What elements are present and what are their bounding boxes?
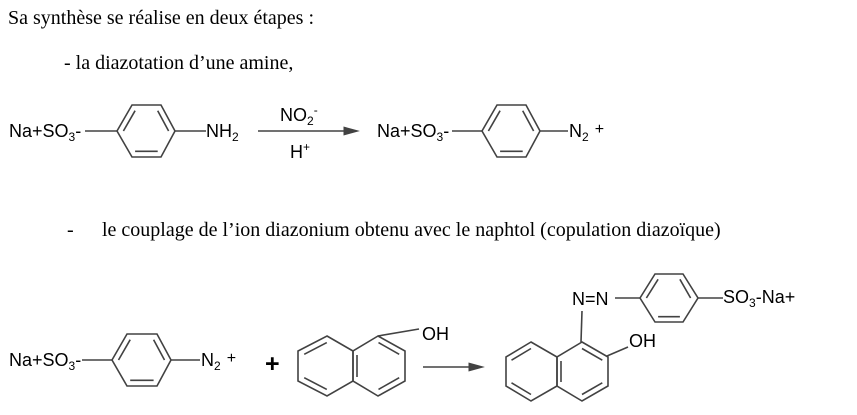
r2-product-sulfonate-label bbox=[723, 284, 795, 316]
formula-subscript: 2 bbox=[232, 130, 239, 144]
formula-subscript: 3 bbox=[68, 359, 76, 373]
r1-diazonium-ring bbox=[452, 105, 568, 157]
r2-naphthol-oh-label: OH bbox=[422, 324, 449, 344]
r2-naphthol-rings bbox=[298, 329, 419, 396]
formula-text: - bbox=[75, 121, 82, 141]
formula-text: NH bbox=[206, 121, 232, 141]
formula-text: SO bbox=[723, 287, 750, 307]
formula-superscript: - bbox=[313, 103, 318, 117]
r1-amine-label bbox=[206, 118, 239, 150]
r2-product-benzene bbox=[615, 274, 723, 322]
double-bond-line bbox=[582, 383, 602, 395]
double-bond-line bbox=[158, 111, 169, 131]
bullet2-text: le couplage de l’ion diazonium obtenu avec le naphtol (copulation diazoïque) bbox=[102, 219, 721, 241]
naphthalene-right-ring bbox=[353, 336, 405, 396]
hydroxyl-bond bbox=[378, 329, 419, 336]
formula-text: N bbox=[569, 121, 582, 141]
r1-product-sulfonate-label bbox=[377, 118, 449, 150]
double-bond-line bbox=[523, 111, 534, 131]
r1-sulfonate-label bbox=[9, 118, 81, 150]
double-bond-line bbox=[304, 343, 327, 355]
double-bond-line bbox=[512, 349, 532, 361]
formula-subscript: 2 bbox=[582, 130, 589, 144]
r2-azo-label: N=N bbox=[572, 289, 609, 309]
double-bond-line bbox=[646, 279, 658, 298]
naphthalene-left-ring bbox=[298, 336, 353, 396]
benzene-ring-outline bbox=[117, 105, 175, 157]
formula-text: -Na+ bbox=[755, 287, 796, 307]
formula-subscript: 2 bbox=[214, 359, 221, 373]
charge-sign: + bbox=[226, 350, 237, 367]
benzene-ring-outline bbox=[640, 274, 698, 322]
hydroxyl-bond bbox=[607, 347, 628, 356]
formula-text: Na+SO bbox=[9, 350, 69, 370]
formula-text: - bbox=[443, 121, 450, 141]
plus-sign: + bbox=[265, 350, 280, 378]
double-bond-line bbox=[512, 383, 532, 395]
r2-diazonium-ring bbox=[82, 334, 200, 386]
formula-text: H bbox=[290, 142, 303, 162]
r2-sulfonate-label bbox=[9, 347, 81, 379]
formula-text: Na+SO bbox=[9, 121, 69, 141]
double-bond-line bbox=[582, 349, 602, 361]
formula-subscript: 3 bbox=[68, 130, 76, 144]
formula-text: NO bbox=[280, 105, 307, 125]
bullet1-text: - la diazotation d’une amine, bbox=[64, 52, 294, 74]
arrow-head bbox=[344, 127, 358, 135]
formula-text: N bbox=[201, 350, 214, 370]
benzene-ring-outline bbox=[112, 334, 171, 386]
formula-subscript: 2 bbox=[307, 114, 314, 128]
naphthalene-left-ring bbox=[506, 342, 557, 401]
r1-arrow-bottom-label bbox=[290, 134, 310, 165]
formula-text: Na+SO bbox=[377, 121, 437, 141]
r2-product-naphthalene bbox=[506, 311, 628, 401]
double-bond-line bbox=[304, 378, 327, 390]
intro-text: Sa synthèse se réalise en deux étapes : bbox=[8, 7, 315, 29]
azo-vertical-bond bbox=[581, 311, 582, 342]
bullet2-dash: - bbox=[67, 219, 74, 241]
formula-subscript: 3 bbox=[436, 130, 444, 144]
double-bond-line bbox=[154, 340, 165, 360]
formula-superscript: + bbox=[303, 140, 311, 154]
formula-text: - bbox=[75, 350, 82, 370]
r2-product-oh-label: OH bbox=[629, 331, 656, 351]
double-bond-line bbox=[488, 111, 500, 131]
r2-diazonium-label bbox=[201, 347, 236, 379]
r1-sulfanilate-ring bbox=[85, 105, 206, 157]
formula-subscript: 3 bbox=[749, 296, 756, 310]
double-bond-line bbox=[379, 343, 400, 355]
benzene-ring-outline bbox=[482, 105, 540, 157]
charge-sign: + bbox=[594, 121, 605, 138]
arrow-head bbox=[469, 363, 483, 371]
r2-reaction-arrow bbox=[423, 363, 483, 371]
double-bond-line bbox=[123, 111, 135, 131]
r1-diazonium-label bbox=[569, 118, 604, 150]
double-bond-line bbox=[379, 378, 400, 390]
double-bond-line bbox=[119, 340, 131, 360]
naphthalene-right-ring bbox=[557, 342, 608, 401]
r1-arrow-top-label bbox=[280, 97, 318, 134]
